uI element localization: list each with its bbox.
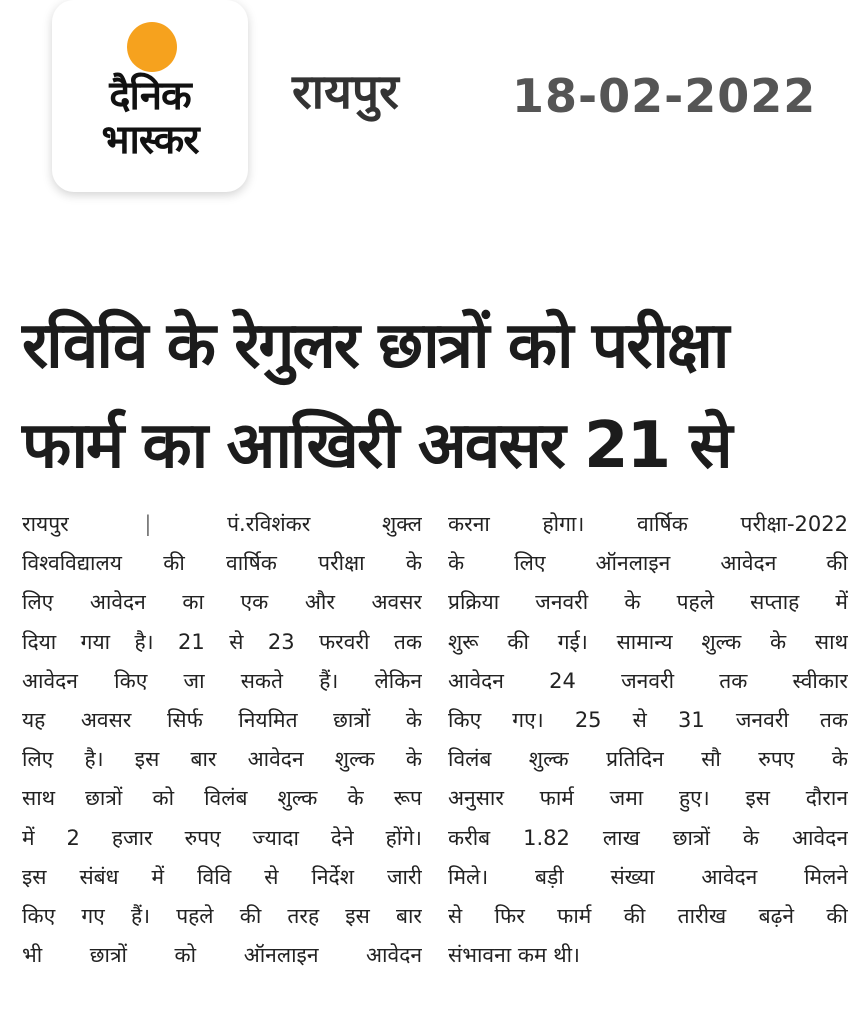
article-line: में 2 हजार रुपए ज्यादा देने होंगे।: [22, 825, 422, 850]
article-line: करीब 1.82 लाख छात्रों के आवेदन: [448, 825, 848, 850]
article-line: संभावना कम थी।: [448, 943, 581, 968]
article-line: दिया गया है। 21 से 23 फरवरी तक: [22, 629, 422, 654]
article-line: भी छात्रों को ऑनलाइन आवेदन: [22, 943, 422, 968]
headline-line-2: फार्म का आखिरी अवसर 21 से: [22, 409, 731, 483]
article-line: शुरू की गई। सामान्य शुल्क के साथ: [448, 629, 848, 654]
article-column-left: [22, 505, 422, 975]
article-line: करना होगा। वार्षिक परीक्षा-2022: [448, 512, 848, 536]
article-line: [22, 505, 422, 544]
article-first-text: पं.रविशंकर शुक्ल: [227, 512, 422, 536]
article-line: विश्वविद्यालय की वार्षिक परीक्षा के: [22, 551, 422, 576]
article-line: अनुसार फार्म जमा हुए। इस दौरान: [448, 786, 848, 811]
article-line: आवेदन किए जा सकते हैं। लेकिन: [22, 668, 422, 693]
article-line: साथ छात्रों को विलंब शुल्क के रूप: [22, 786, 422, 811]
article-line: लिए आवेदन का एक और अवसर: [22, 590, 422, 615]
edition-city: रायपुर: [292, 64, 399, 120]
article-line: विलंब शुल्क प्रतिदिन सौ रुपए के: [448, 747, 848, 772]
article-line: के लिए ऑनलाइन आवेदन की: [448, 551, 848, 576]
article-line: प्रक्रिया जनवरी के पहले सप्ताह में: [448, 590, 848, 615]
logo-text-line2: भास्कर: [101, 117, 199, 163]
headline-line-1: रविवि के रेगुलर छात्रों को परीक्षा: [22, 309, 728, 383]
masthead: [0, 0, 864, 240]
article-line: लिए है। इस बार आवेदन शुल्क के: [22, 747, 422, 772]
article-line: से फिर फार्म की तारीख बढ़ने की: [448, 904, 848, 929]
article-line: किए गए। 25 से 31 जनवरी तक: [448, 708, 848, 733]
article-line: किए गए हैं। पहले की तरह इस बार: [22, 904, 422, 929]
dateline: रायपुर: [22, 512, 69, 536]
dateline-separator: |: [144, 512, 152, 536]
article-line: इस संबंध में विवि से निर्देश जारी: [22, 864, 422, 889]
article-headline: [22, 296, 852, 496]
dainik-bhaskar-logo: [52, 0, 248, 192]
edition-date: 18-02-2022: [512, 69, 817, 123]
logo-text-line1: दैनिक: [109, 73, 191, 119]
sun-icon: [127, 22, 177, 72]
article-line: आवेदन 24 जनवरी तक स्वीकार: [448, 668, 848, 693]
article-column-right: [448, 505, 848, 975]
article-line: यह अवसर सिर्फ नियमित छात्रों के: [22, 708, 422, 733]
article-line: मिले। बड़ी संख्या आवेदन मिलने: [448, 864, 848, 889]
